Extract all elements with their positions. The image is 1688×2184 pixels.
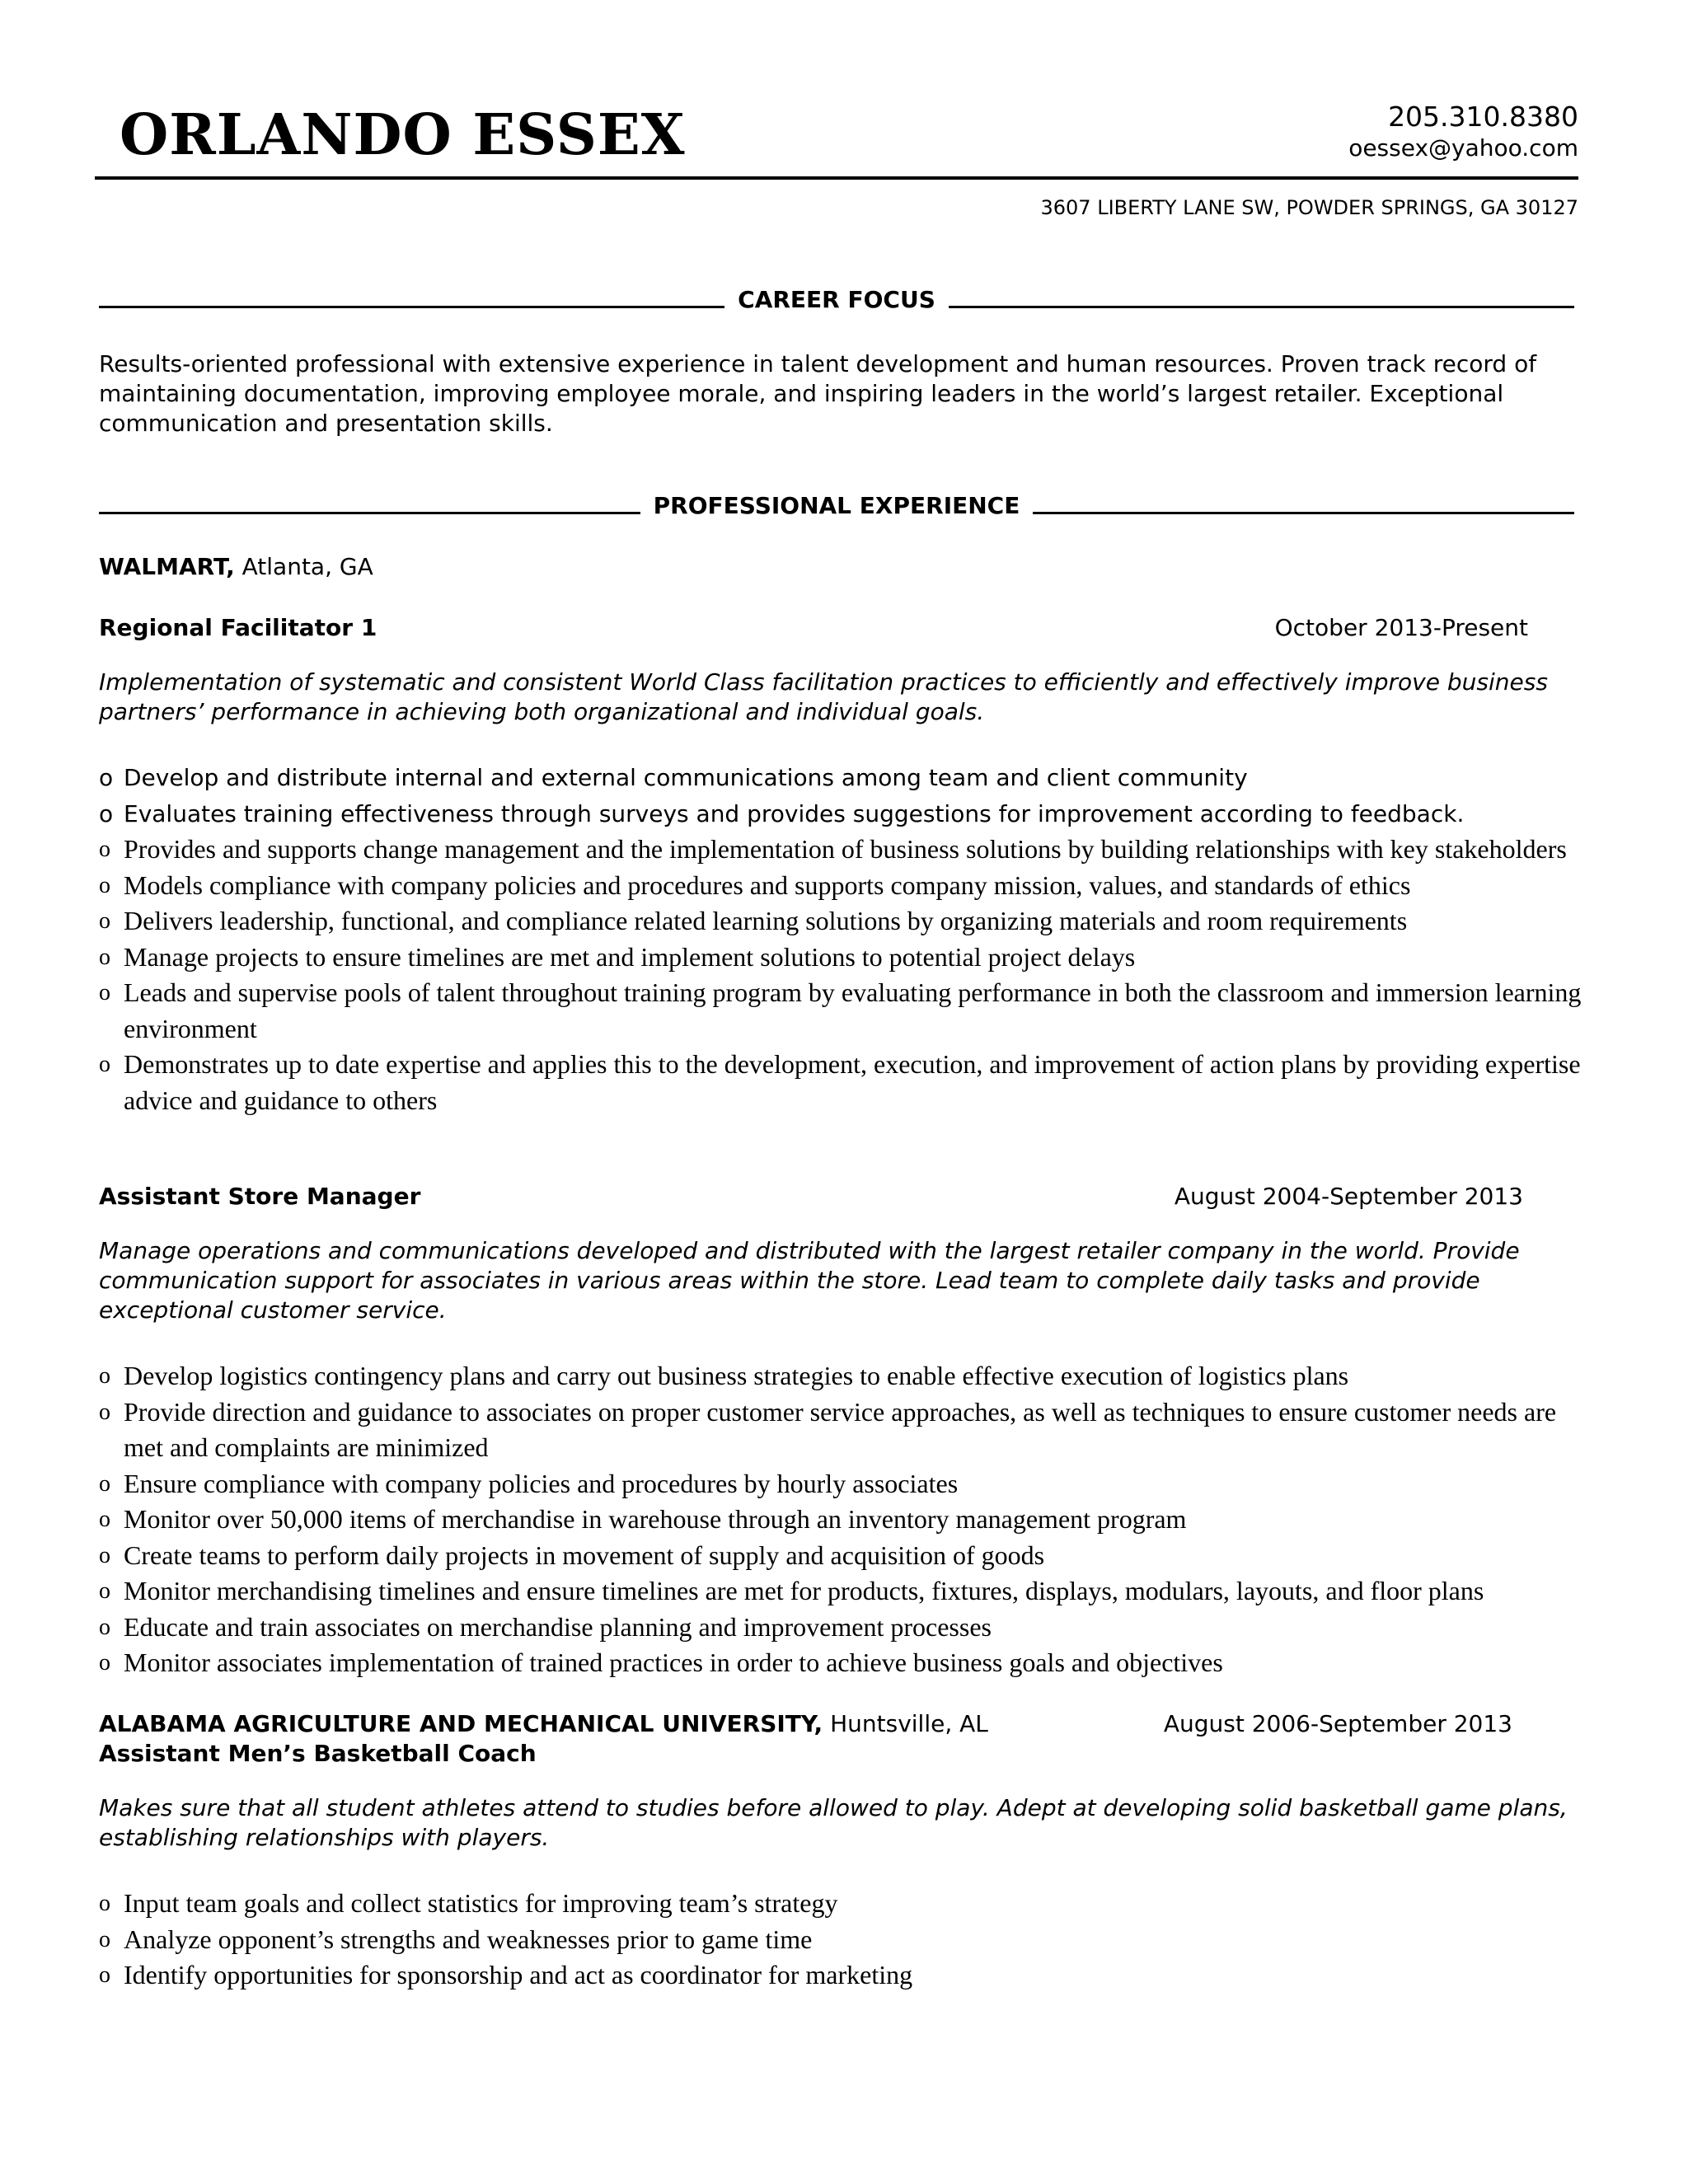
role1-bullet-list <box>99 760 1582 1118</box>
employer-aamu <box>99 1709 988 1739</box>
job-title: Regional Facilitator 1 <box>99 614 377 641</box>
job-dates: October 2013-Present <box>1274 614 1528 641</box>
list-item: o Monitor associates implementation of trained practices in order to achieve business goals and objectives <box>99 1645 1582 1681</box>
street-address: 3607 LIBERTY LANE SW, POWDER SPRINGS, GA 30127 <box>1040 196 1578 219</box>
list-item: o Identify opportunities for sponsorship and act as coordinator for marketing <box>99 1957 1582 1994</box>
list-item: o Models compliance with company policies and procedures and supports company mission, values, and standards of ethics <box>99 868 1582 904</box>
role2-bullet-list <box>99 1358 1582 1681</box>
job-summary: Makes sure that all student athletes attend to studies before allowed to play. Adept at developing solid basketball game plans, establishing relationships with players. <box>99 1794 1568 1851</box>
job-title: Assistant Men’s Basketball Coach <box>99 1740 537 1767</box>
job-dates: August 2004-September 2013 <box>1174 1183 1523 1210</box>
list-item: o Ensure compliance with company policies and procedures by hourly associates <box>99 1466 1582 1502</box>
employer-walmart <box>99 552 373 582</box>
list-item: o Develop and distribute internal and external communications among team and client community <box>99 760 1582 796</box>
job-dates: August 2006-September 2013 <box>1163 1710 1512 1737</box>
career-focus-text: Results-oriented professional with extensive experience in talent development and human resources. Proven track record of maintaining documentation, improving employee morale, and inspiring leaders in the world’s largest retailer. Exceptional communication and presentation skills. <box>99 350 1537 437</box>
job-summary: Implementation of systematic and consistent World Class facilitation practices to efficiently and effectively improve business partners’ performance in achieving both organizational and individual goals. <box>99 668 1548 725</box>
employer-name: ALABAMA AGRICULTURE AND MECHANICAL UNIVERSITY, <box>99 1710 823 1737</box>
list-item: o Educate and train associates on merchandise planning and improvement processes <box>99 1610 1582 1646</box>
job-title: Assistant Store Manager <box>99 1183 421 1210</box>
job-summary: Manage operations and communications developed and distributed with the largest retailer company in the world. Provide communication support for associates in various areas within the store. Lead team to complete daily tasks and provide exceptional customer service. <box>99 1237 1520 1324</box>
aamu-bullet-list <box>99 1886 1582 1994</box>
heading-rule-left <box>99 512 640 514</box>
employer-location: Atlanta, GA <box>241 553 373 580</box>
candidate-name: ORLANDO ESSEX <box>120 102 686 168</box>
list-item: o Manage projects to ensure timelines are met and implement solutions to potential project delays <box>99 940 1582 976</box>
career-focus-heading <box>99 288 1574 312</box>
list-item: o Create teams to perform daily projects in movement of supply and acquisition of goods <box>99 1538 1582 1574</box>
list-item: o Monitor merchandising timelines and ensure timelines are met for products, fixtures, displays, modulars, layouts, and floor plans <box>99 1573 1582 1610</box>
section-title: CAREER FOCUS <box>738 286 935 313</box>
employer-location: Huntsville, AL <box>830 1710 988 1737</box>
header-divider <box>95 176 1578 180</box>
list-item: o Evaluates training effectiveness through surveys and provides suggestions for improvement according to feedback. <box>99 796 1582 832</box>
heading-rule-right <box>1033 512 1574 514</box>
list-item: o Provide direction and guidance to associates on proper customer service approaches, as well as techniques to ensure customer needs are met and complaints are minimized <box>99 1394 1582 1466</box>
professional-experience-heading <box>99 494 1574 518</box>
heading-rule-left <box>99 306 724 308</box>
phone-number: 205.310.8380 <box>1388 101 1578 133</box>
list-item: o Demonstrates up to date expertise and applies this to the development, execution, and improvement of action plans by providing expertise advice and guidance to others <box>99 1047 1582 1118</box>
section-title: PROFESSIONAL EXPERIENCE <box>653 492 1020 519</box>
list-item: o Monitor over 50,000 items of merchandise in warehouse through an inventory management program <box>99 1502 1582 1538</box>
list-item: o Analyze opponent’s strengths and weaknesses prior to game time <box>99 1922 1582 1958</box>
list-item: o Leads and supervise pools of talent throughout training program by evaluating performance in both the classroom and immersion learning environment <box>99 975 1582 1047</box>
heading-rule-right <box>949 306 1574 308</box>
email-address: oessex@yahoo.com <box>1348 134 1578 162</box>
employer-name: WALMART, <box>99 553 235 580</box>
list-item: o Develop logistics contingency plans and carry out business strategies to enable effective execution of logistics plans <box>99 1358 1582 1394</box>
list-item: o Input team goals and collect statistics for improving team’s strategy <box>99 1886 1582 1922</box>
list-item: o Delivers leadership, functional, and compliance related learning solutions by organizing materials and room requirements <box>99 903 1582 940</box>
list-item: o Provides and supports change management and the implementation of business solutions by building relationships with key stakeholders <box>99 832 1582 868</box>
